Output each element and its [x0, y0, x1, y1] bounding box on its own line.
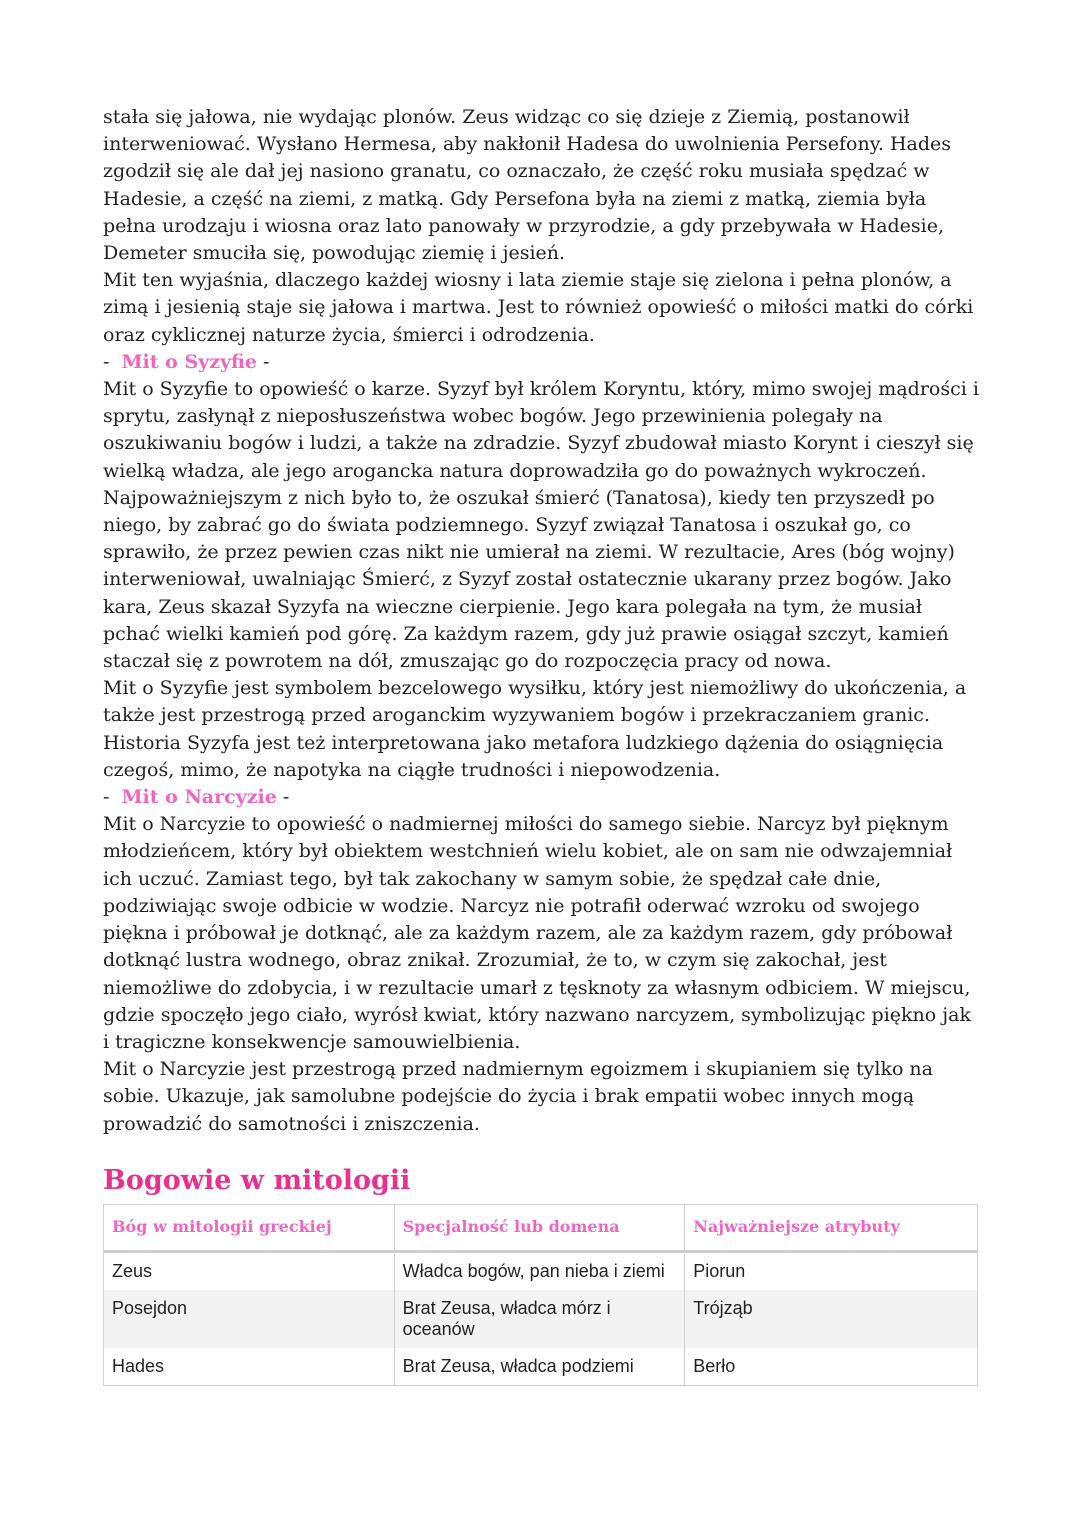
column-header: Specjalność lub domena — [394, 1204, 685, 1251]
heading-suffix: - — [262, 350, 270, 373]
syzyf-heading — [103, 349, 983, 376]
column-header: Najważniejsze atrybuty — [685, 1204, 978, 1251]
table-header-row — [104, 1204, 978, 1251]
paragraph: Mit o Narcyzie jest przestrogą przed nadmiernym egoizmem i skupianiem się tylko na sobie. Ukazuje, jak samolubne podejście do życia i brak empatii wobec innych mogą prowadzić do samotności i zniszczenia. — [103, 1058, 933, 1135]
syzyf-title: Mit o Syzyfie — [121, 350, 257, 373]
narcyz-heading — [103, 784, 983, 811]
table-row — [104, 1348, 978, 1386]
table-cell: Berło — [685, 1348, 978, 1386]
table-cell: Hades — [104, 1348, 395, 1386]
table-cell: Posejdon — [104, 1290, 395, 1348]
table-row — [104, 1290, 978, 1348]
table-cell: Trójząb — [685, 1290, 978, 1348]
paragraph: Mit o Syzyfie to opowieść o karze. Syzyf był królem Koryntu, który, mimo swojej mądrości i sprytu, zasłynął z nieposłuszeństwa wobec bogów. Jego przewinienia polegały na oszukiwaniu bogów i ludzi, a także na zdradzie. Syzyf zbudował miasto Korynt i cieszył się wielką władza, ale jego arogancka natura doprowadziła go do poważnych wykroczeń. Najpoważniejszym z nich było to, że oszukał śmierć (Tanatosa), kiedy ten przyszedł po niego, by zabrać go do świata podziemnego. Syzyf związał Tanatosa i oszukał go, co sprawiło, że przez pewien czas nikt nie umierał na ziemi. W rezultacie, Ares (bóg wojny) interweniował, uwalniając Śmierć, z Syzyf został ostatecznie ukarany przez bogów. Jako kara, Zeus skazał Syzyfa na wieczne cierpienie. Jego kara polegała na tym, że musiał pchać wielki kamień pod górę. Za każdym razem, gdy już prawie osiągał szczyt, kamień staczał się z powrotem na dół, zmuszając go do rozpoczęcia pracy od nowa. — [103, 378, 979, 673]
paragraph: Mit o Narcyzie to opowieść o nadmiernej miłości do samego siebie. Narcyz był pięknym młodzieńcem, który był obiektem westchnień wielu kobiet, ale on sam nie odwzajemniał ich uczuć. Zamiast tego, był tak zakochany w samym sobie, że spędzał całe dnie, podziwiając swoje odbicie w wodzie. Narcyz nie potrafił oderwać wzroku od swojego piękna i próbował je dotknąć, ale za każdym razem, ale za każdym razem, gdy próbował dotknąć lustra wodnego, obraz znikał. Zrozumiał, że to, w czym się zakochał, jest niemożliwe do zdobycia, i w rezultacie umarł z tęsknoty za własnym odbiciem. W miejscu, gdzie spoczęło jego ciało, wyrósł kwiat, który nazwano narcyzem, symbolizując piękno jak i tragiczne konsekwencje samouwielbienia. — [103, 813, 971, 1053]
heading-dash: - — [103, 786, 110, 809]
gods-section-title: Bogowie w mitologii — [103, 1164, 411, 1196]
table-cell: Brat Zeusa, władca mórz i oceanów — [394, 1290, 685, 1348]
gods-table — [103, 1204, 978, 1386]
narcyz-title: Mit o Narcyzie — [121, 786, 277, 809]
document-body — [103, 104, 983, 1386]
paragraph: Mit o Syzyfie jest symbolem bezcelowego wysiłku, który jest niemożliwy do ukończenia, a także jest przestrogą przed aroganckim wyzywaniem bogów i przekraczaniem granic. Historia Syzyfa jest też interpretowana jako metafora ludzkiego dążenia do osiągnięcia czegoś, mimo, że napotyka na ciągłe trudności i niepowodzenia. — [103, 677, 967, 781]
column-header: Bóg w mitologii greckiej — [104, 1204, 395, 1251]
paragraph: Mit ten wyjaśnia, dlaczego każdej wiosny i lata ziemie staje się zielona i pełna plonów, a zimą i jesienią staje się jałowa i martwa. Jest to również opowieść o miłości matki do córki oraz cyklicznej naturze życia, śmierci i odrodzenia. — [103, 269, 974, 346]
heading-suffix: - — [282, 786, 290, 809]
table-row — [104, 1251, 978, 1290]
table-cell: Brat Zeusa, władca podziemi — [394, 1348, 685, 1386]
paragraph: stała się jałowa, nie wydając plonów. Zeus widząc co się dzieje z Ziemią, postanowił interweniować. Wysłano Hermesa, aby nakłonił Hadesa do uwolnienia Persefony. Hades zgodził się ale dał jej nasiono granatu, co oznaczało, że część roku musiała spędzać w Hadesie, a część na ziemi, z matką. Gdy Persefona była na ziemi z matką, ziemia była pełna urodzaju i wiosna oraz lato panowały w przyrodzie, a gdy przebywała w Hadesie, Demeter smuciła się, powodując ziemię i jesień. — [103, 106, 952, 265]
table-cell: Władca bogów, pan nieba i ziemi — [394, 1251, 685, 1290]
heading-dash: - — [103, 350, 110, 373]
table-cell: Zeus — [104, 1251, 395, 1290]
table-cell: Piorun — [685, 1251, 978, 1290]
